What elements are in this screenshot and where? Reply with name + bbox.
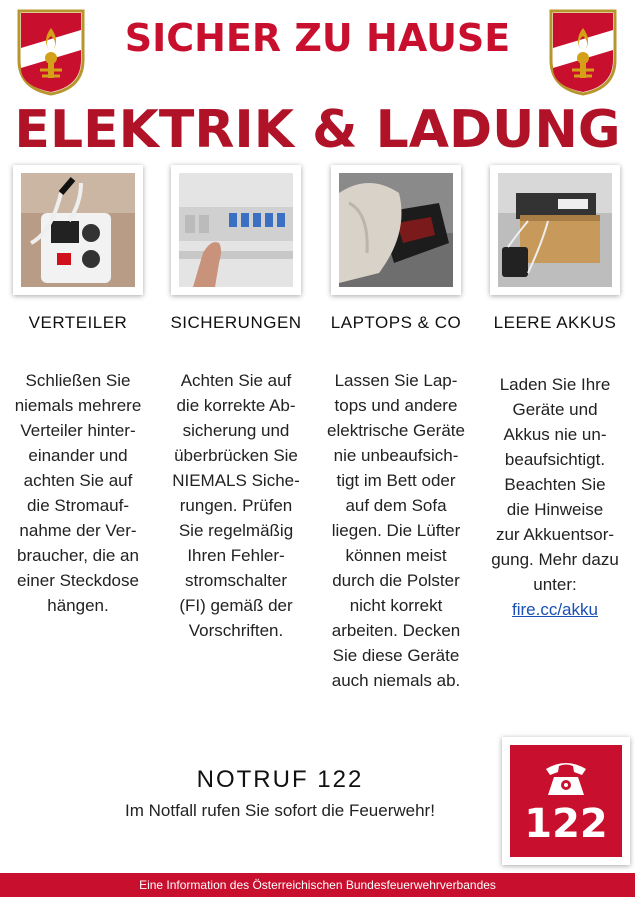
text-line: Sie regelmäßig: [178, 521, 294, 540]
text-sicherungen: [161, 368, 311, 643]
text-line: arbeiten. Decken: [331, 621, 461, 640]
feuerwehr-logo-right: [548, 8, 618, 96]
text-line: achten Sie auf: [23, 471, 133, 490]
text-line: elektrische Geräte: [327, 421, 465, 440]
charging-station-photo-icon: [498, 173, 612, 287]
verteiler-photo: [13, 165, 143, 295]
laptop-photo: [331, 165, 461, 295]
text-line: NIEMALS Siche-: [172, 471, 300, 490]
text-line: Sie diese Geräte: [332, 646, 460, 665]
text-line: sicherung und: [182, 421, 290, 440]
text-akkus: [480, 372, 630, 622]
text-line: (FI) gemäß der: [179, 596, 293, 615]
fuse-box-photo-icon: [179, 173, 293, 287]
text-line: Ihren Fehler-: [187, 546, 285, 565]
text-line: tigt im Bett oder: [336, 471, 456, 490]
text-line: braucher, die an: [17, 546, 139, 565]
notruf-title: NOTRUF 122: [196, 766, 364, 793]
text-line: Geräte und: [512, 400, 598, 419]
text-line: Laden Sie Ihre: [499, 375, 611, 394]
notruf-badge-number: 122: [524, 801, 608, 847]
page-subtitle: ELEKTRIK & LADUNG: [14, 100, 621, 160]
telephone-icon: [542, 755, 590, 799]
text-line: die Stromauf-: [26, 496, 130, 515]
text-line: niemals mehrere: [14, 396, 142, 415]
text-line: zur Akkuentsor-: [495, 525, 615, 544]
text-line: einander und: [28, 446, 128, 465]
text-line: beaufsichtigt.: [504, 450, 606, 469]
feuerwehr-logo-left: [16, 8, 86, 96]
text-line: nicht korrekt: [349, 596, 443, 615]
text-line: überbrücken Sie: [174, 446, 298, 465]
heading-laptops: LAPTOPS & CO: [330, 313, 462, 332]
text-laptops: [321, 368, 471, 693]
text-line: Lassen Sie Lap-: [334, 371, 458, 390]
notruf-badge-inner: [510, 745, 622, 857]
feuerwehr-emblem-icon: [16, 8, 86, 96]
akkus-photo: [490, 165, 620, 295]
heading-sicherungen: SICHERUNGEN: [170, 313, 302, 332]
notruf-badge: [502, 737, 630, 865]
footer: Eine Information des Österreichischen Bundesfeuerwehrverbandes: [0, 873, 635, 897]
text-line: Verteiler hinter-: [20, 421, 136, 440]
text-line: hängen.: [47, 596, 109, 615]
text-line: durch die Polster: [332, 571, 460, 590]
sicherungen-photo: [171, 165, 301, 295]
text-line: unter:: [533, 575, 577, 594]
text-line: Akkus nie un-: [503, 425, 607, 444]
notruf-subtitle: Im Notfall rufen Sie sofort die Feuerwehr!: [125, 801, 435, 820]
text-line: gung. Mehr dazu: [491, 550, 619, 569]
akku-link[interactable]: fire.cc/akku: [512, 600, 598, 619]
text-line: liegen. Die Lüfter: [331, 521, 461, 540]
text-line: Beachten Sie: [504, 475, 606, 494]
text-line: einer Steckdose: [17, 571, 139, 590]
page-title: SICHER ZU HAUSE: [124, 16, 511, 60]
text-line: stromschalter: [184, 571, 288, 590]
text-line: rungen. Prüfen: [179, 496, 293, 515]
text-line: nahme der Ver-: [19, 521, 137, 540]
text-line: Schließen Sie: [25, 371, 131, 390]
text-line: können meist: [345, 546, 447, 565]
heading-akkus: LEERE AKKUS: [493, 313, 617, 332]
text-line: Vorschriften.: [188, 621, 284, 640]
text-line: auch niemals ab.: [331, 671, 461, 690]
text-line: auf dem Sofa: [345, 496, 447, 515]
text-line: nie unbeaufsich-: [333, 446, 459, 465]
heading-verteiler: VERTEILER: [28, 313, 128, 332]
text-line: tops und andere: [334, 396, 458, 415]
text-line: die korrekte Ab-: [176, 396, 296, 415]
power-strip-photo-icon: [21, 173, 135, 287]
text-line: die Hinweise: [506, 500, 604, 519]
text-verteiler: [3, 368, 153, 618]
feuerwehr-emblem-icon: [548, 8, 618, 96]
text-line: Achten Sie auf: [180, 371, 292, 390]
laptop-on-sofa-photo-icon: [339, 173, 453, 287]
